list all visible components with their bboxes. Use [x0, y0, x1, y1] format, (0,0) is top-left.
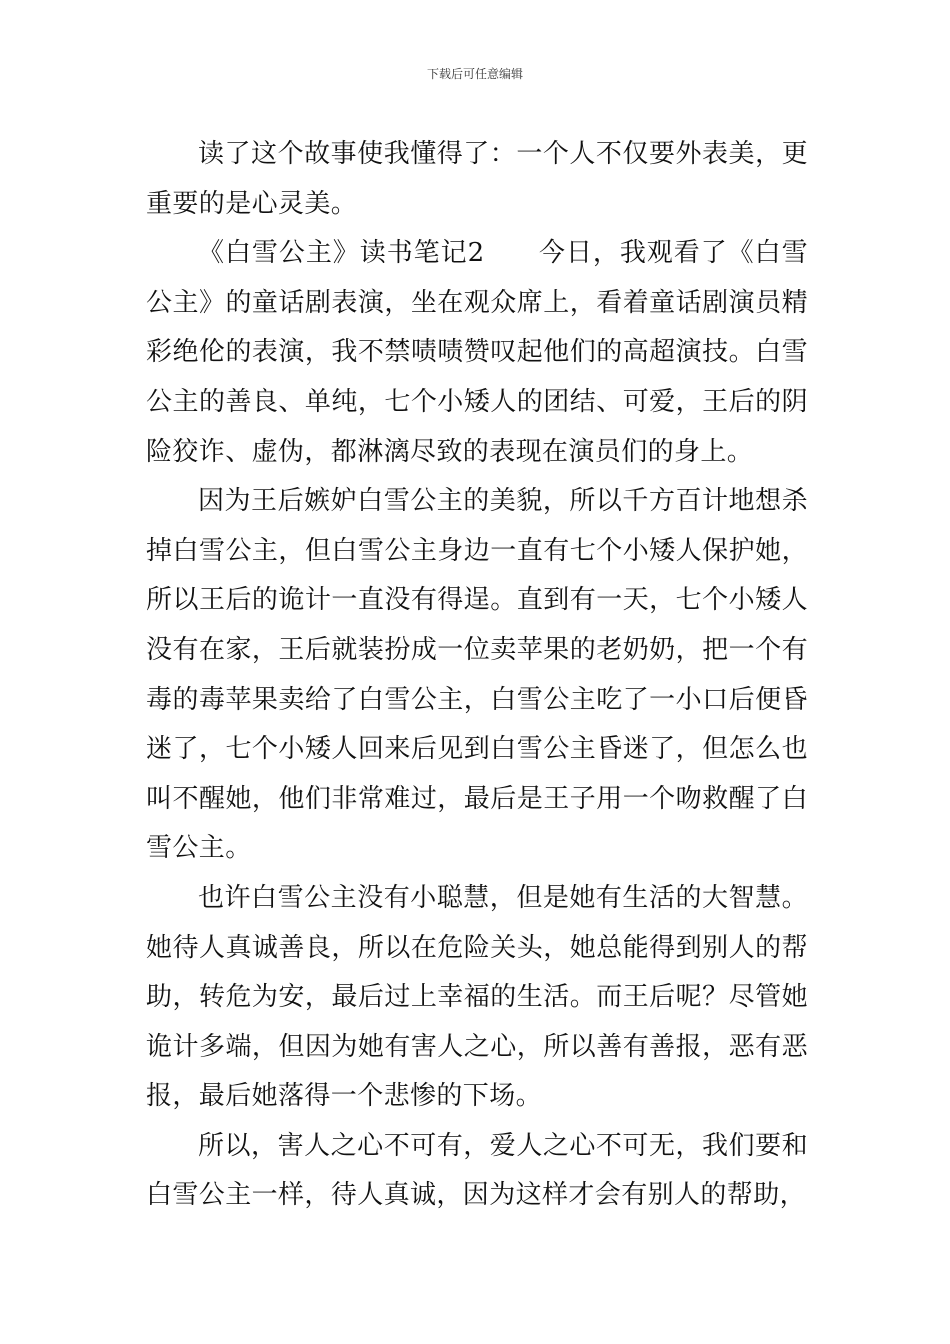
paragraph-5: 所以，害人之心不可有，爱人之心不可无，我们要和白雪公主一样，待人真诚，因为这样才会有别人的帮助，	[146, 1130, 808, 1211]
paragraph-2: 《白雪公主》读书笔记2 今日，我观看了《白雪公主》的童话剧表演，坐在观众席上，看着童话剧演员精彩绝伦的表演，我不禁啧啧赞叹起他们的高超演技。白雪公主的善良、单纯，七个小矮人的团结、可爱，王后的阴险狡诈、虚伪，都淋漓尽致的表现在演员们的身上。	[146, 238, 808, 467]
paragraph-1: 读了这个故事使我懂得了：一个人不仅要外表美，更重要的是心灵美。	[146, 139, 808, 219]
paragraph-3: 因为王后嫉妒白雪公主的美貌，所以千方百计地想杀掉白雪公主，但白雪公主身边一直有七个小矮人保护她，所以王后的诡计一直没有得逞。直到有一天，七个小矮人没有在家，王后就装扮成一位卖苹果的老奶奶，把一个有毒的毒苹果卖给了白雪公主，白雪公主吃了一小口后便昏迷了，七个小矮人回来后见到白雪公主昏迷了，但怎么也叫不醒她，他们非常难过，最后是王子用一个吻救醒了白雪公主。	[146, 486, 808, 864]
page-header-note: 下载后可任意编辑	[426, 67, 523, 81]
document-body	[146, 130, 808, 1221]
paragraph-4: 也许白雪公主没有小聪慧，但是她有生活的大智慧。她待人真诚善良，所以在危险关头，她总能得到别人的帮助，转危为安，最后过上幸福的生活。而王后呢？尽管她诡计多端，但因为她有害人之心，所以善有善报，恶有恶报，最后她落得一个悲惨的下场。	[146, 882, 808, 1112]
